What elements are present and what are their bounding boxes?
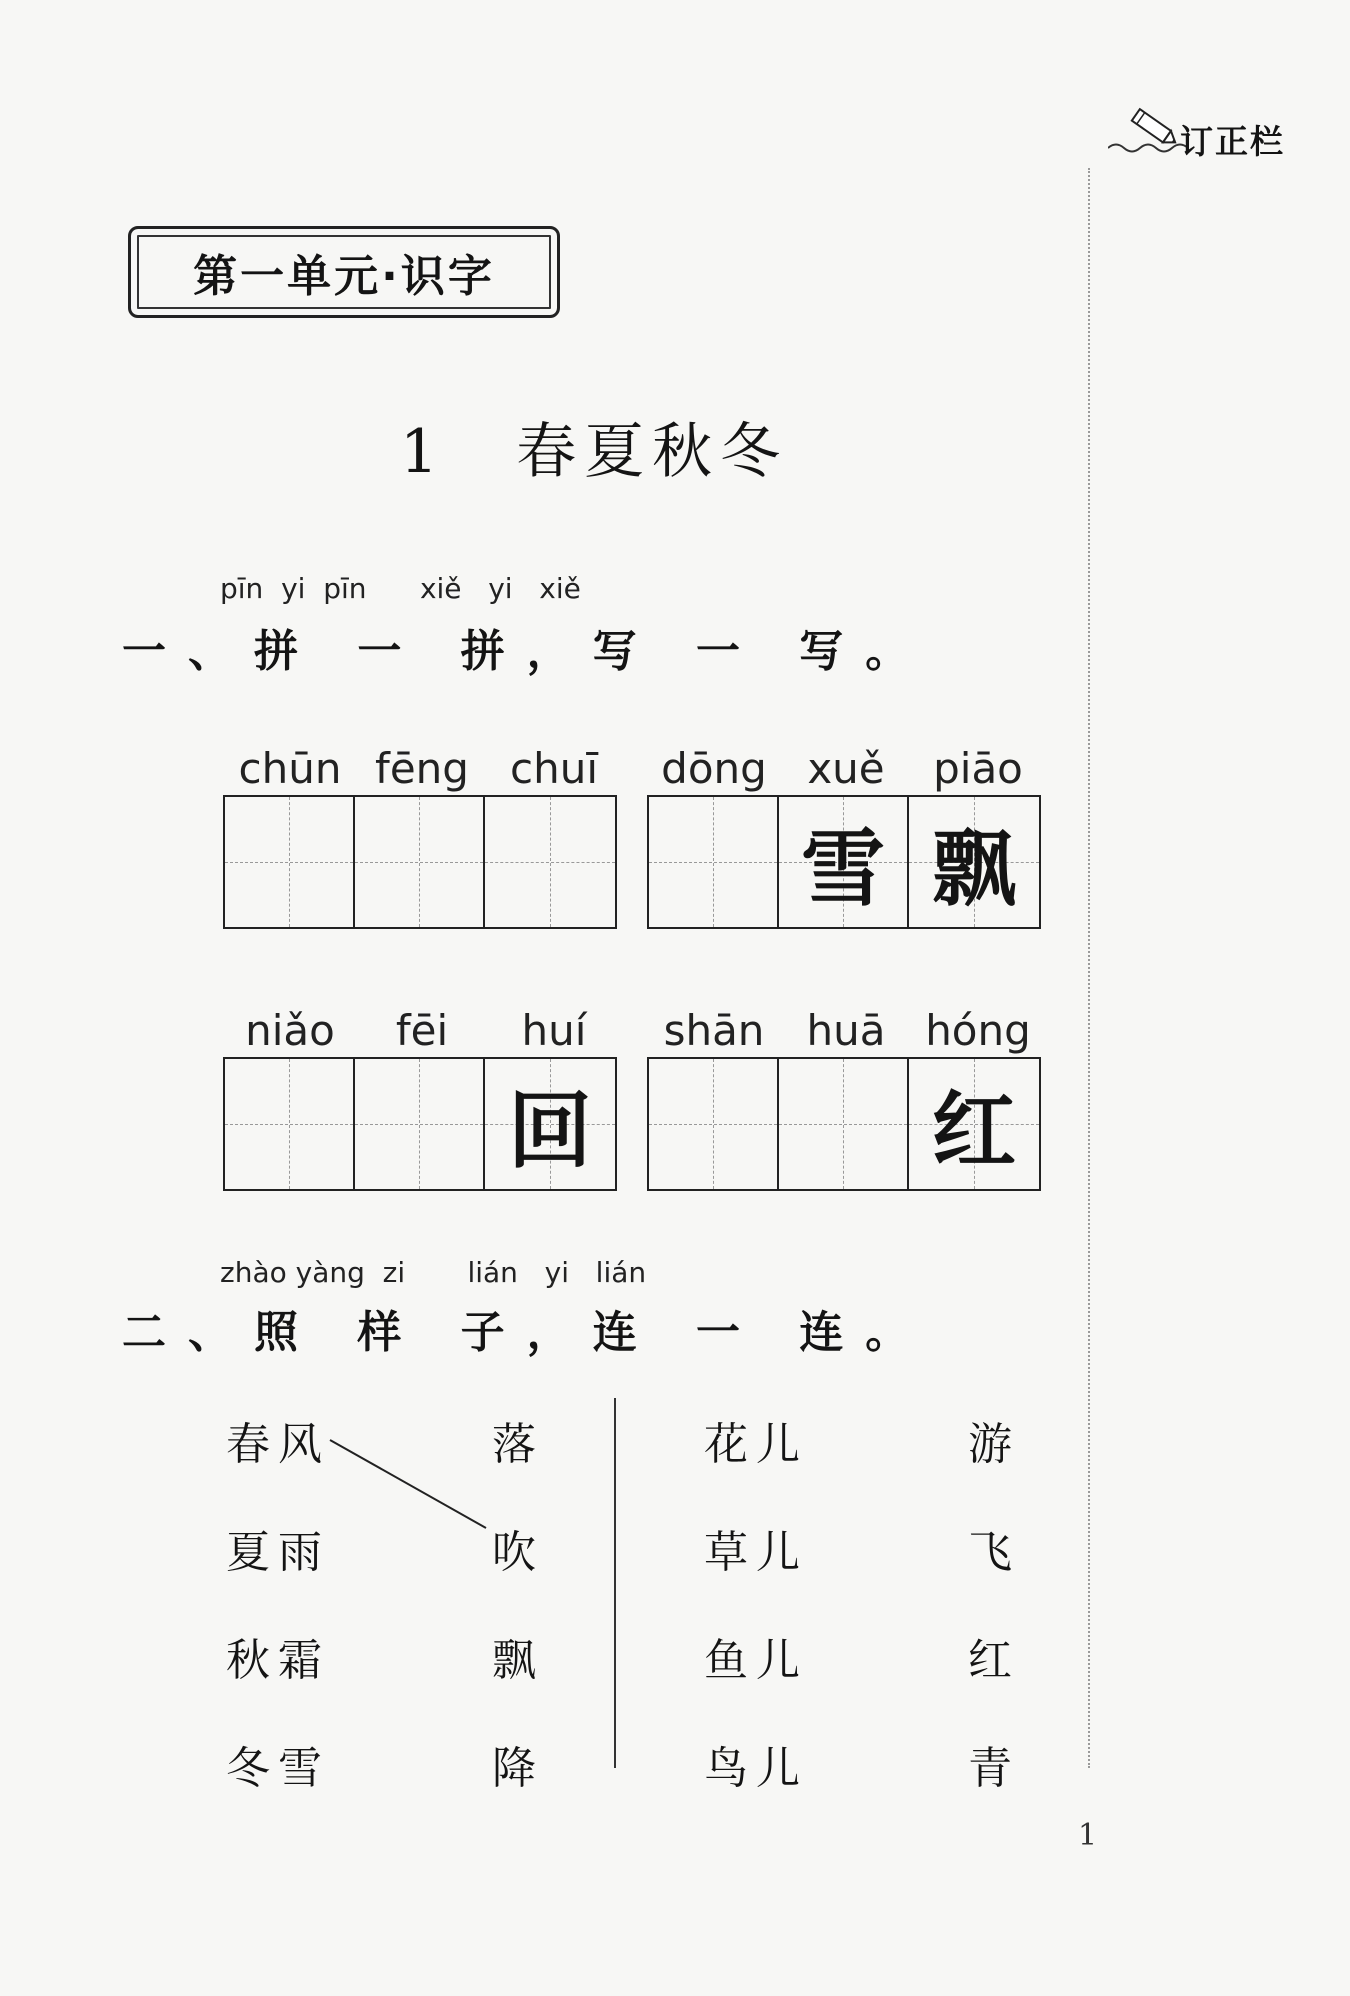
writing-grid — [647, 1057, 1041, 1191]
pinyin-label: piāo — [933, 744, 1023, 793]
match-item-right-verb[interactable]: 游 — [968, 1419, 1020, 1470]
pinyin-label: xuě — [807, 744, 885, 793]
writing-cell: 红 — [909, 1059, 1039, 1189]
match-item-left-verb[interactable]: 降 — [492, 1743, 544, 1794]
pinyin-label: niǎo — [245, 1006, 335, 1055]
match-item-right-verb[interactable]: 飞 — [968, 1527, 1020, 1578]
match-item-right-verb[interactable]: 红 — [968, 1635, 1020, 1686]
section2-pinyin: zhào yàng zi lián yi lián — [220, 1256, 647, 1289]
pinyin-label: fēng — [375, 744, 469, 793]
writing-cell[interactable] — [779, 1059, 909, 1189]
writing-grid — [223, 1057, 617, 1191]
match-item-right[interactable]: 鸟儿 — [704, 1743, 808, 1794]
section1-pinyin: pīn yi pīn xiě yi xiě — [220, 572, 581, 605]
match-item-left-verb[interactable]: 飘 — [492, 1635, 544, 1686]
pinyin-label: huí — [521, 1006, 587, 1055]
pinyin-label: huā — [806, 1006, 886, 1055]
writing-cell[interactable] — [355, 1059, 485, 1189]
section2-heading: 二、照 样 子，连 一 连。 — [122, 1307, 932, 1358]
pinyin-label: hóng — [925, 1006, 1031, 1055]
match-item-left[interactable]: 冬雪 — [226, 1743, 330, 1794]
match-item-right[interactable]: 鱼儿 — [704, 1635, 808, 1686]
writing-cell[interactable] — [355, 797, 485, 927]
lesson-number: 1 — [400, 417, 447, 487]
writing-cell[interactable] — [225, 797, 355, 927]
writing-cell: 雪 — [779, 797, 909, 927]
writing-grid — [223, 795, 617, 929]
writing-cell: 回 — [485, 1059, 615, 1189]
matching-divider — [614, 1398, 616, 1768]
match-item-right[interactable]: 花儿 — [704, 1419, 808, 1470]
pinyin-label: shān — [663, 1006, 765, 1055]
writing-cell[interactable] — [225, 1059, 355, 1189]
pinyin-label: chūn — [238, 744, 342, 793]
section1-heading: 一、拼 一 拼，写 一 写。 — [122, 626, 932, 677]
correction-column-label: 订正栏 — [1180, 122, 1285, 161]
unit-title: 第一单元·识字 — [193, 251, 495, 302]
pinyin-label: dōng — [661, 744, 767, 793]
match-item-right[interactable]: 草儿 — [704, 1527, 808, 1578]
writing-cell[interactable] — [485, 797, 615, 927]
match-item-left-verb[interactable]: 吹 — [492, 1527, 544, 1578]
pinyin-label: fēi — [395, 1006, 449, 1055]
match-item-left-verb[interactable]: 落 — [492, 1419, 544, 1470]
writing-cell: 飘 — [909, 797, 1039, 927]
writing-cell[interactable] — [649, 1059, 779, 1189]
match-item-left[interactable]: 秋霜 — [226, 1635, 330, 1686]
writing-grid — [647, 795, 1041, 929]
match-item-right-verb[interactable]: 青 — [968, 1743, 1020, 1794]
match-item-left[interactable]: 夏雨 — [226, 1527, 330, 1578]
match-item-left[interactable]: 春风 — [226, 1419, 330, 1470]
page-number: 1 — [1078, 1818, 1098, 1853]
writing-cell[interactable] — [649, 797, 779, 927]
lesson-name: 春夏秋冬 — [516, 417, 789, 487]
pinyin-label: chuī — [510, 744, 598, 793]
